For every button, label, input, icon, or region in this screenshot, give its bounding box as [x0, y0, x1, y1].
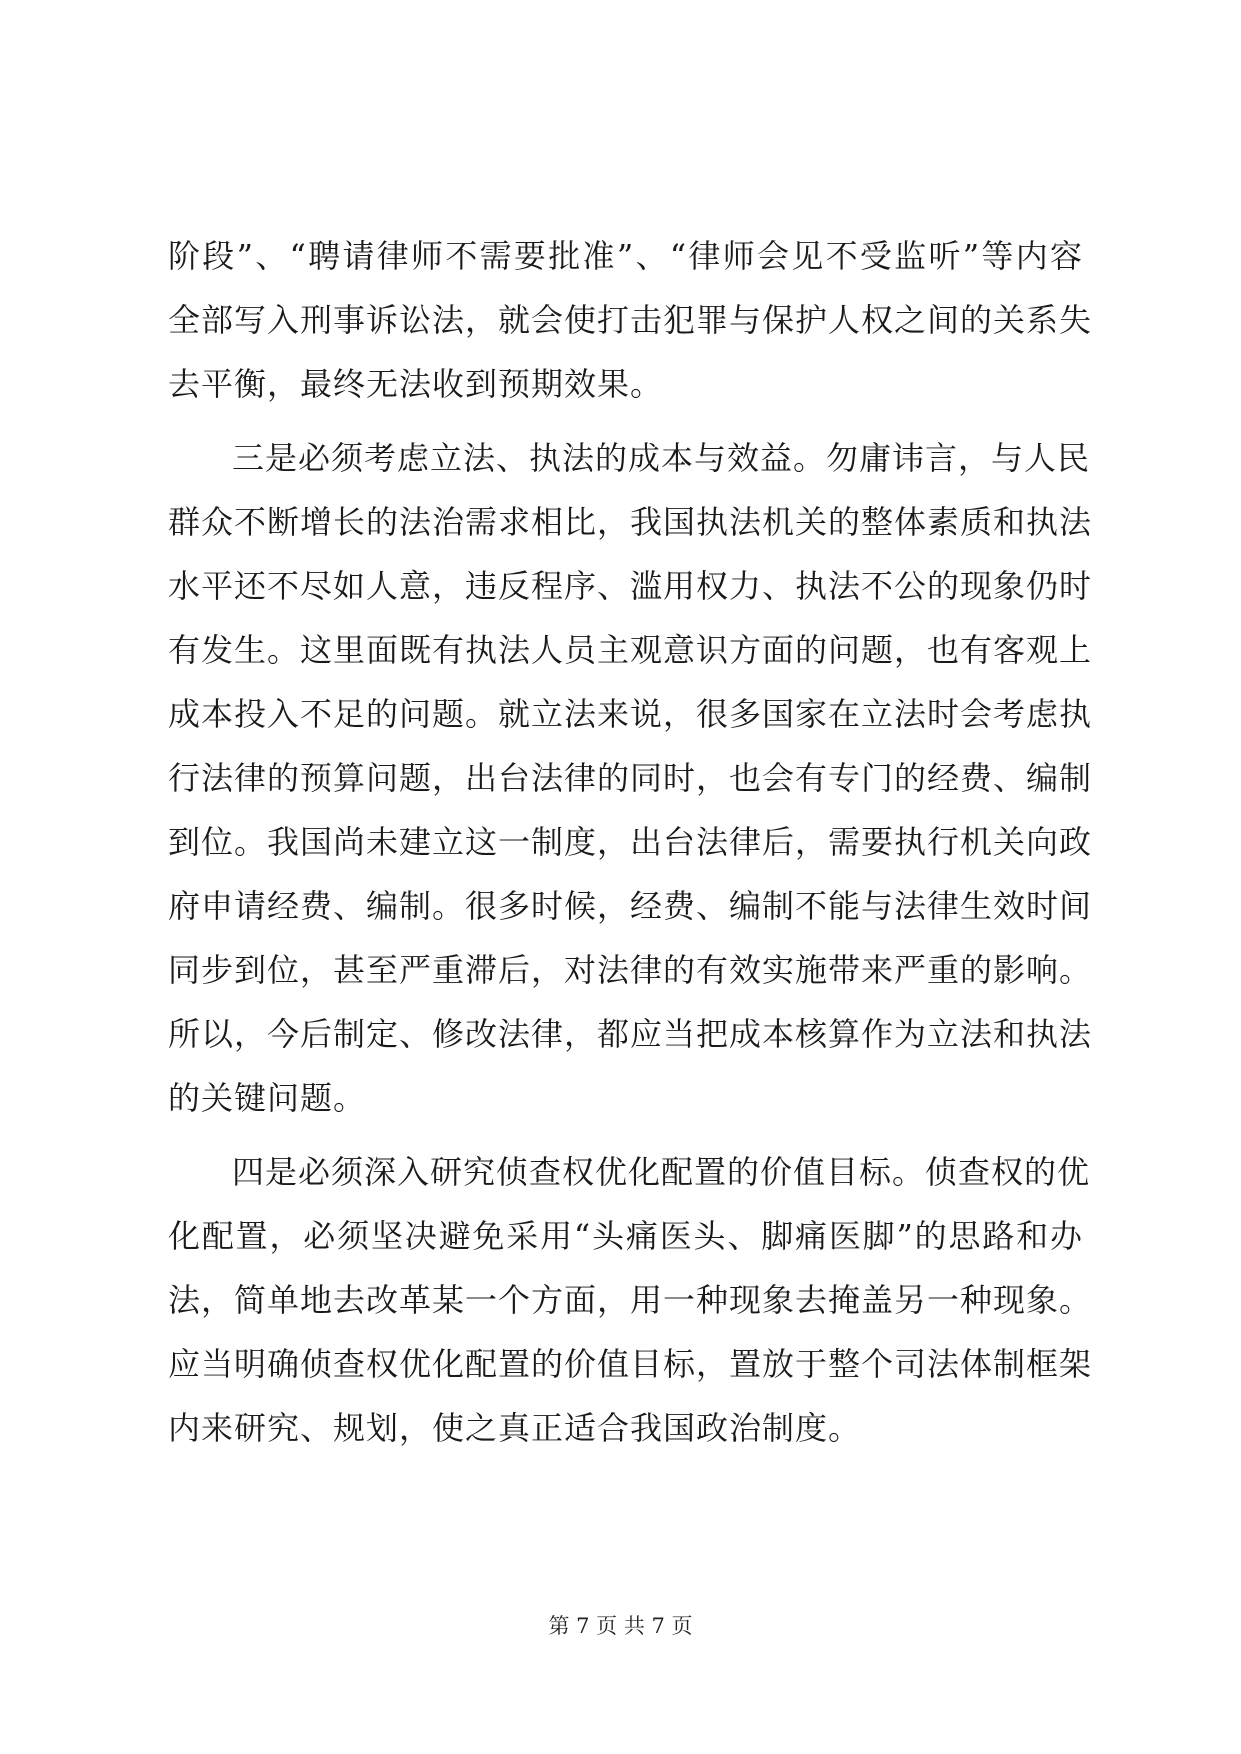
text-line: 有发生。这里面既有执法人员主观意识方面的问题，也有客观上 [168, 631, 1093, 669]
text-line: 应当明确侦查权优化配置的价值目标，置放于整个司法体制框架 [168, 1345, 1093, 1383]
text-line: 内来研究、规划，使之真正适合我国政治制度。 [168, 1409, 862, 1447]
text-line: 府申请经费、编制。很多时候，经费、编制不能与法律生效时间 [168, 887, 1093, 925]
text-line: 行法律的预算问题，出台法律的同时，也会有专门的经费、编制 [168, 759, 1093, 797]
text-line: 四是必须深入研究侦查权优化配置的价值目标。侦查权的优 [232, 1153, 1091, 1191]
document-body [168, 224, 1093, 1460]
text-line: 的关键问题。 [168, 1079, 367, 1117]
text-line: 成本投入不足的问题。就立法来说，很多国家在立法时会考虑执 [168, 695, 1093, 733]
text-line: 到位。我国尚未建立这一制度，出台法律后，需要执行机关向政 [168, 823, 1093, 861]
paragraph-spacer [168, 416, 1083, 426]
paragraph-spacer [168, 1130, 1083, 1140]
text-line: 所以，今后制定、修改法律，都应当把成本核算作为立法和执法 [168, 1015, 1093, 1053]
text-line: 三是必须考虑立法、执法的成本与效益。勿庸讳言，与人民 [232, 439, 1091, 477]
text-line: 化配置，必须坚决避免采用“头痛医头、脚痛医脚”的思路和办 [168, 1217, 1083, 1255]
paragraph-3 [168, 1140, 1093, 1460]
text-line: 全部写入刑事诉讼法，就会使打击犯罪与保护人权之间的关系失 [168, 301, 1093, 339]
text-line: 去平衡，最终无法收到预期效果。 [168, 365, 664, 403]
text-line: 法，简单地去改革某一个方面，用一种现象去掩盖另一种现象。 [168, 1281, 1093, 1319]
text-line: 群众不断增长的法治需求相比，我国执法机关的整体素质和执法 [168, 503, 1093, 541]
text-line: 阶段”、“聘请律师不需要批准”、“律师会见不受监听”等内容 [168, 237, 1083, 275]
text-line: 同步到位，甚至严重滞后，对法律的有效实施带来严重的影响。 [168, 951, 1093, 989]
page-number-footer: 第 7 页 共 7 页 [548, 1614, 693, 1638]
text-line: 水平还不尽如人意，违反程序、滥用权力、执法不公的现象仍时 [168, 567, 1093, 605]
paragraph-1 [168, 224, 1093, 416]
paragraph-2 [168, 426, 1093, 1130]
